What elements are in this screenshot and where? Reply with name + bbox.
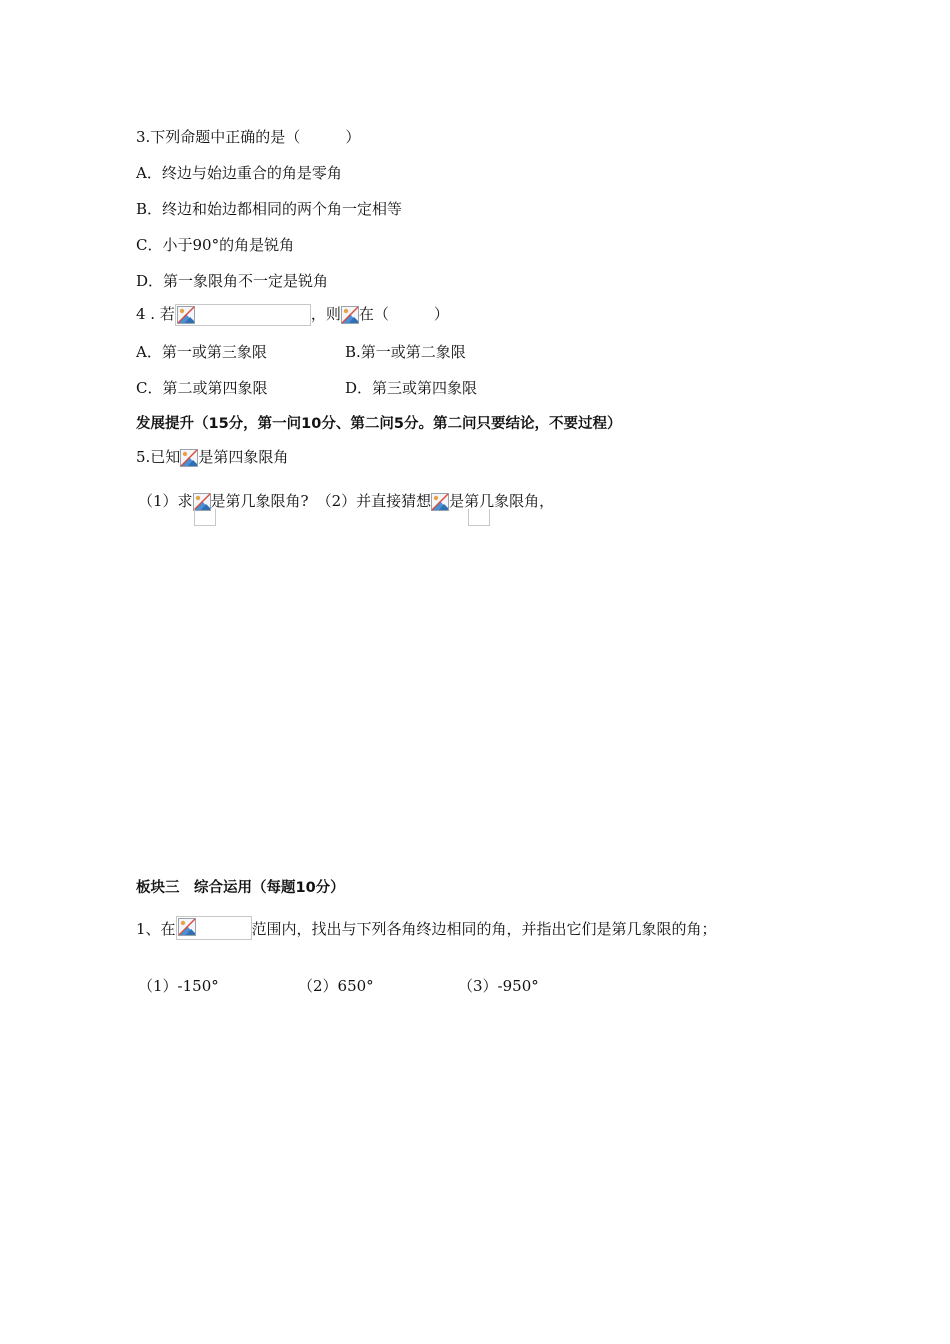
q5-stem bbox=[136, 447, 288, 467]
s3q1-item-1: （1）-150° bbox=[138, 977, 219, 995]
broken-image-icon bbox=[178, 918, 196, 936]
broken-image-icon bbox=[177, 306, 195, 324]
q3-option-d: D．第一象限角不一定是锐角 bbox=[136, 272, 329, 290]
s3q1-item-2: （2）650° bbox=[298, 977, 374, 995]
q5-parts bbox=[138, 491, 554, 511]
q4-condition-image bbox=[175, 304, 311, 326]
broken-image-icon bbox=[341, 306, 359, 324]
q4-option-d: D．第三或第四象限 bbox=[345, 379, 478, 397]
q5-part2-image-frame bbox=[468, 509, 490, 526]
q3-option-a: A．终边与始边重合的角是零角 bbox=[136, 164, 342, 182]
section-heading-development: 发展提升（15分，第一问10分、第二问5分。第二问只要结论，不要过程） bbox=[136, 416, 622, 432]
q3-option-c: C．小于90°的角是锐角 bbox=[136, 236, 295, 254]
broken-image-icon bbox=[431, 493, 449, 511]
q4-option-c: C．第二或第四象限 bbox=[136, 379, 268, 397]
s3q1-item-3: （3）-950° bbox=[458, 977, 539, 995]
q5-prefix: 5.已知 bbox=[136, 448, 181, 466]
q3-option-b: B．终边和始边都相同的两个角一定相等 bbox=[136, 200, 403, 218]
s3q1-prefix: 1、在 bbox=[136, 920, 176, 938]
s3q1-range-image bbox=[176, 916, 252, 940]
q3-stem: 3.下列命题中正确的是（ ） bbox=[136, 128, 361, 146]
s3q1-stem bbox=[136, 916, 717, 940]
q4-mid: ，则 bbox=[310, 305, 341, 323]
q4-suffix: 在（ ） bbox=[358, 305, 449, 323]
q4-prefix: 4 . 若 bbox=[136, 305, 175, 323]
q5-part2-prefix: （2）并直接猜想 bbox=[316, 492, 432, 510]
q4-option-a: A．第一或第三象限 bbox=[136, 343, 267, 361]
q5-part1-image-frame bbox=[194, 509, 216, 526]
q4-stem bbox=[136, 304, 449, 326]
q5-part1-suffix: 是第几象限角? bbox=[210, 492, 309, 510]
broken-image-icon bbox=[180, 449, 198, 467]
q5-suffix: 是第四象限角 bbox=[198, 448, 289, 466]
s3q1-suffix: 范围内，找出与下列各角终边相同的角，并指出它们是第几象限的角； bbox=[251, 920, 717, 938]
q5-part2-suffix: 是第几象限角， bbox=[449, 492, 555, 510]
q4-option-b: B.第一或第二象限 bbox=[345, 343, 466, 361]
section-heading-integrated: 板块三 综合运用（每题10分） bbox=[136, 880, 345, 896]
q5-part1-prefix: （1）求 bbox=[138, 492, 193, 510]
